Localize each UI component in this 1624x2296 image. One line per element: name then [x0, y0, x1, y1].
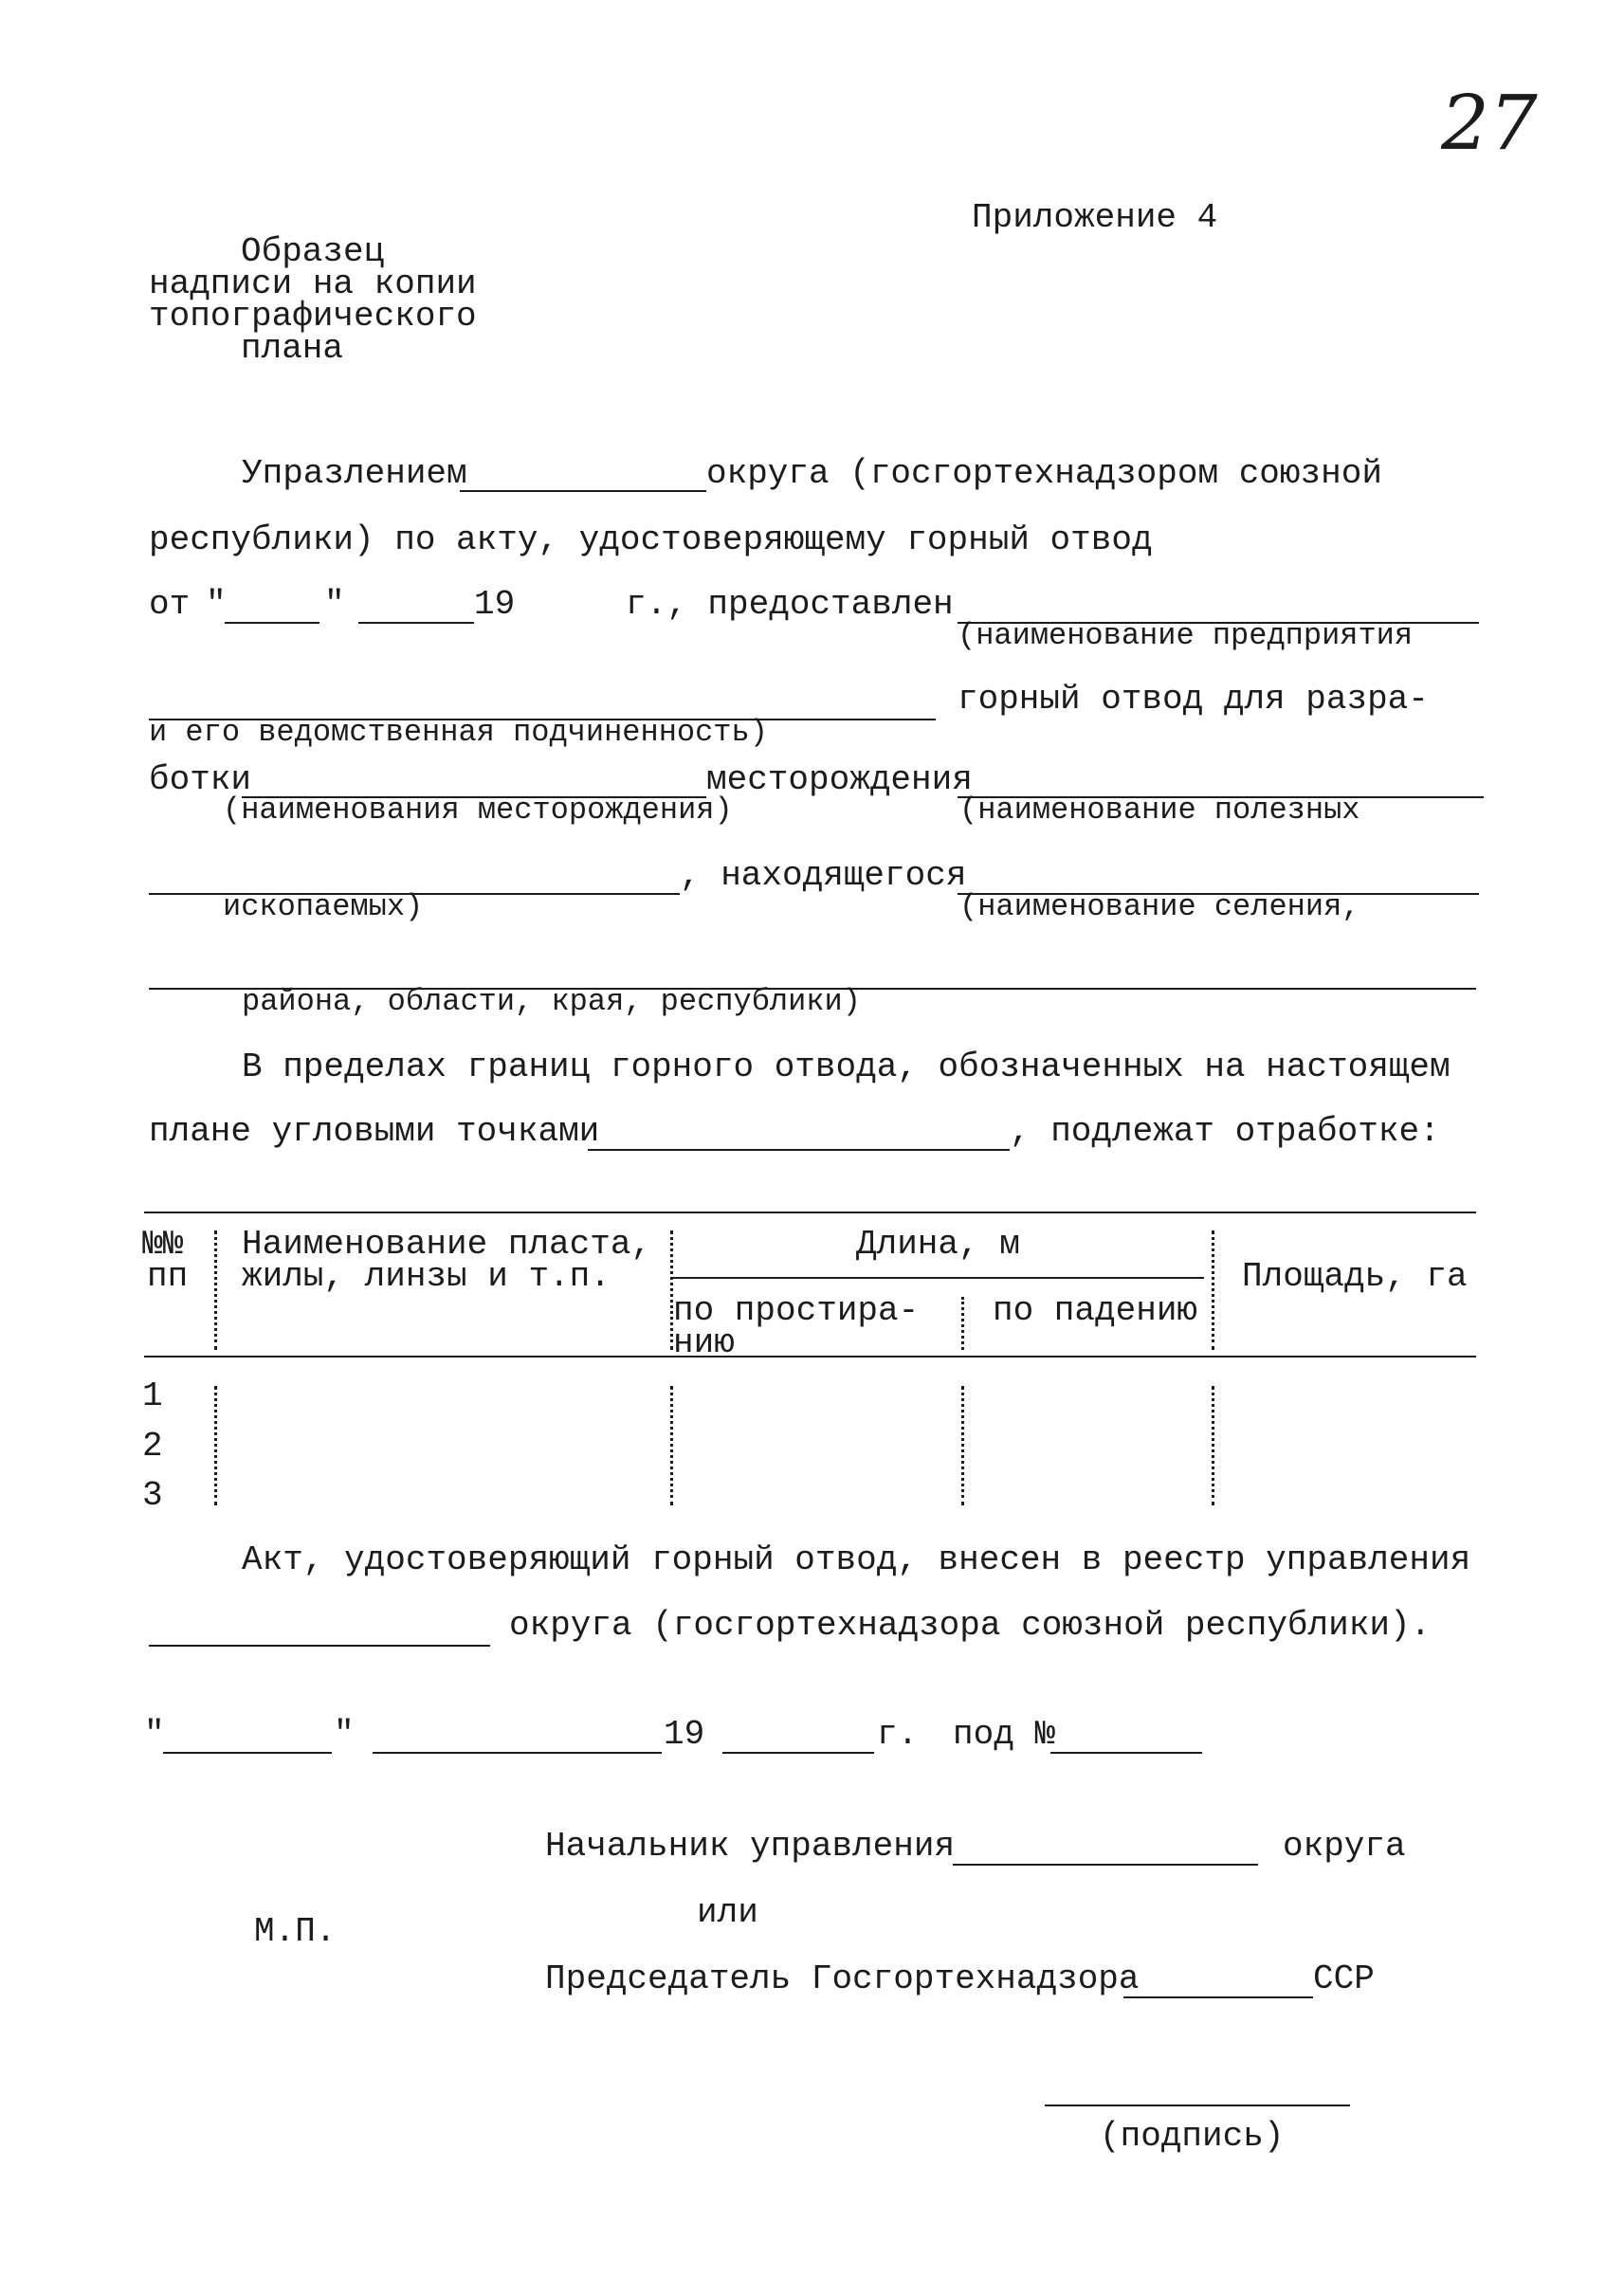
- table-body-sep-2: [670, 1386, 673, 1505]
- table-body-sep-1: [214, 1386, 217, 1505]
- caption-settlement-1: (наименование селения,: [959, 889, 1360, 924]
- caption-enterprise-1: (наименование предприятия: [958, 618, 1414, 653]
- table-header-strike-2: нию: [673, 1323, 735, 1362]
- text-year-19: 19: [474, 585, 516, 624]
- sample-title-line4: плана: [241, 329, 344, 368]
- text-to-be-mined: , подлежат отработке:: [1010, 1112, 1440, 1151]
- table-length-rule: [673, 1277, 1204, 1279]
- table-header-dip: по падению: [993, 1291, 1198, 1330]
- blank-corner-points: [588, 1149, 1010, 1151]
- text-chief: Начальник управления: [545, 1827, 956, 1866]
- quote-open: ": [206, 585, 227, 624]
- caption-settlement-2: района, области, края, республики): [242, 984, 861, 1019]
- caption-deposit: (наименования месторождения): [223, 793, 733, 828]
- page-number: 27: [1441, 79, 1538, 167]
- quote-close: ": [324, 585, 345, 624]
- text-granted: г., предоставлен: [626, 585, 954, 624]
- text-botki: ботки: [149, 760, 252, 799]
- date-year-19: 19: [664, 1715, 705, 1754]
- blank-registry-district: [149, 1645, 490, 1647]
- table-col-sep-3: [961, 1297, 964, 1350]
- blank-month: [358, 622, 474, 624]
- table-col-sep-4: [1212, 1230, 1214, 1350]
- table-body-sep-4: [1212, 1386, 1214, 1505]
- table-row-1: 1: [142, 1376, 163, 1415]
- text-directorate: Упразлением: [242, 454, 467, 493]
- sample-title-line2: надписи на копии: [149, 264, 477, 303]
- text-or: или: [697, 1893, 758, 1932]
- table-header-length: Длина, м: [856, 1225, 1020, 1264]
- blank-date-day: [163, 1752, 332, 1754]
- sample-title-line1: Образец: [241, 232, 385, 271]
- table-col-sep-2: [670, 1230, 673, 1350]
- blank-day: [225, 622, 319, 624]
- blank-signature: [1045, 2105, 1350, 2106]
- text-within-boundaries: В пределах границ горного отвода, обозначенных на настоящем: [242, 1048, 1451, 1086]
- date-g: г.: [877, 1715, 919, 1754]
- table-col-sep-1: [214, 1230, 217, 1350]
- table-header-num-1: №№: [142, 1225, 184, 1264]
- date-quote-open: ": [144, 1715, 165, 1754]
- appendix-label: Приложение 4: [972, 198, 1218, 237]
- text-chairman: Председатель Госгортехнадзора: [545, 1959, 1140, 1998]
- caption-minerals-2: ископаемых): [223, 889, 424, 924]
- caption-minerals-1: (наименование полезных: [959, 793, 1360, 828]
- text-deposit: месторождения: [706, 760, 973, 799]
- blank-district: [460, 490, 706, 492]
- date-quote-close: ": [334, 1715, 355, 1754]
- table-header-strike-1: по простира-: [673, 1291, 920, 1330]
- blank-chief-district: [953, 1864, 1258, 1866]
- text-located: , находящегося: [680, 856, 967, 895]
- blank-registry-number: [1050, 1752, 1202, 1754]
- text-registry-1: Акт, удостоверяющий горный отвод, внесен в реестр управления: [242, 1540, 1471, 1579]
- table-header-name-1: Наименование пласта,: [242, 1225, 652, 1264]
- sample-title-line3: топографического: [149, 297, 477, 336]
- blank-date-year: [722, 1752, 874, 1754]
- text-ot: от: [149, 585, 191, 624]
- text-registry-2: округа (госгортехнадзора союзной республики).: [509, 1606, 1432, 1645]
- caption-signature: (подпись): [1100, 2117, 1285, 2156]
- text-okruga: округа: [1283, 1827, 1406, 1866]
- caption-enterprise-2: и его ведомственная подчиненность): [149, 715, 768, 750]
- text-district-supervision: округа (госгортехнадзором союзной: [706, 454, 1382, 493]
- blank-date-month: [373, 1752, 662, 1754]
- table-row-2: 2: [142, 1427, 163, 1466]
- text-stamp-place: М.П.: [254, 1912, 337, 1951]
- table-body-sep-3: [961, 1386, 964, 1505]
- table-row-3: 3: [142, 1476, 163, 1515]
- date-under-number: под №: [953, 1715, 1056, 1754]
- table-header-rule: [144, 1356, 1476, 1358]
- table-top-rule: [144, 1212, 1476, 1213]
- table-header-num-2: пп: [147, 1257, 189, 1296]
- text-mining-allotment: горный отвод для разра-: [958, 680, 1429, 719]
- blank-republic: [1123, 1996, 1313, 1998]
- text-ssr: ССР: [1313, 1959, 1375, 1998]
- text-corner-points: плане угловыми точками: [149, 1112, 600, 1151]
- text-republic-act: республики) по акту, удостоверяющему горный отвод: [149, 520, 1153, 559]
- table-header-name-2: жилы, линзы и т.п.: [242, 1257, 611, 1296]
- table-header-area: Площадь, га: [1242, 1257, 1468, 1296]
